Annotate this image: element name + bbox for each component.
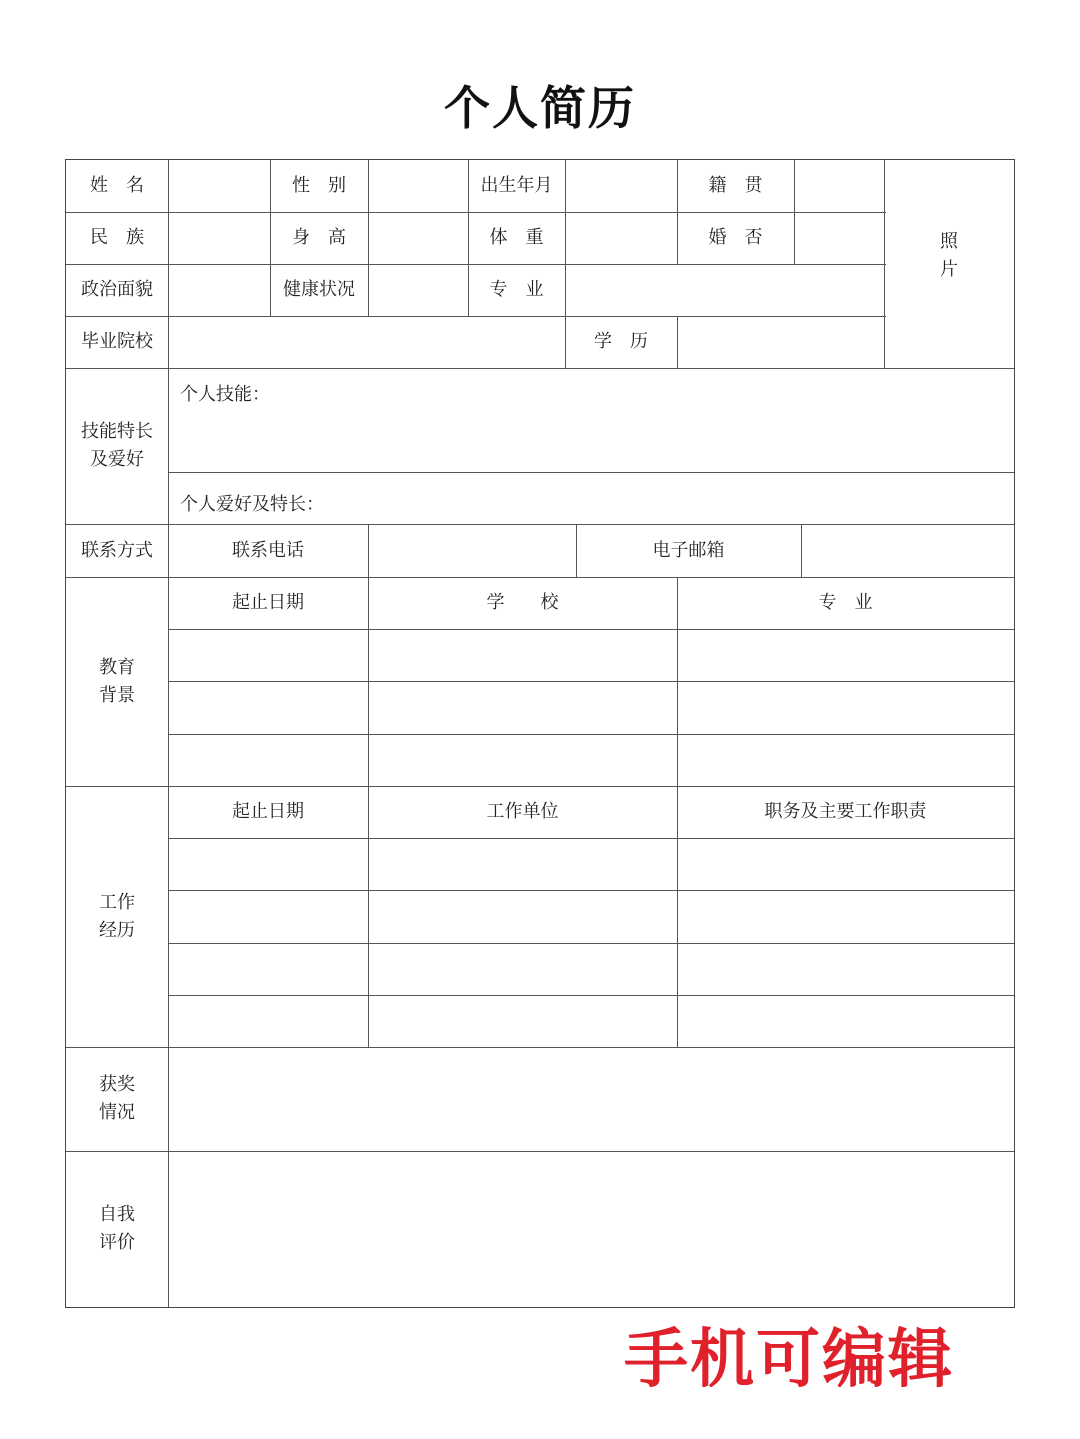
email-label: 电子邮箱 [652,539,725,561]
contact-section-label: 联系方式 [81,539,153,561]
major-label: 专 业 [489,279,544,300]
personal-skills-field[interactable] [168,368,1014,472]
gender-label: 性 别 [292,175,346,196]
photo-placeholder[interactable]: 照 片 [940,231,958,280]
phone-label: 联系电话 [232,539,304,561]
marital-field[interactable] [794,212,884,264]
native-place-field[interactable] [794,160,884,212]
school-label: 毕业院校 [81,331,153,352]
skills-section-label: 技能特长 及爱好 [81,421,153,470]
weight-field[interactable] [565,212,677,264]
self-evaluation-field[interactable] [168,1151,1014,1307]
education-header-date: 起止日期 [232,592,304,613]
education-header-major: 专 业 [818,592,873,613]
education-section-label: 教育 背景 [99,656,135,706]
self-evaluation-section-label: 自我 评价 [99,1204,135,1253]
name-label: 姓 名 [90,175,144,196]
ethnicity-field[interactable] [168,212,270,264]
hobbies-field[interactable] [168,472,1014,524]
degree-label: 学 历 [594,331,648,352]
work-section-label: 工作 经历 [99,891,135,941]
table-row[interactable] [168,734,1014,786]
phone-field[interactable] [368,524,576,577]
table-row[interactable] [168,838,1014,890]
work-header-employer: 工作单位 [486,801,559,822]
marital-label: 婚 否 [708,227,763,248]
political-status-label: 政治面貌 [81,279,153,300]
weight-label: 体 重 [489,227,544,248]
gender-field[interactable] [368,160,468,212]
table-row[interactable] [168,995,1014,1047]
ethnicity-label: 民 族 [90,227,144,248]
work-header-date: 起止日期 [232,801,304,822]
email-field[interactable] [801,524,1014,577]
political-status-field[interactable] [168,264,270,316]
health-field[interactable] [368,264,468,316]
school-field[interactable] [168,316,565,368]
degree-field[interactable] [677,316,884,368]
page-title: 个人简历 [444,81,636,135]
birth-label: 出生年月 [480,175,553,196]
awards-section-label: 获奖 情况 [99,1074,135,1123]
health-label: 健康状况 [283,279,355,300]
table-row[interactable] [168,890,1014,943]
name-field[interactable] [168,160,270,212]
table-row[interactable] [168,629,1014,681]
awards-field[interactable] [168,1047,1014,1151]
birth-field[interactable] [565,160,677,212]
native-place-label: 籍 贯 [708,175,763,196]
major-field[interactable] [565,264,884,316]
personal-skills-label: 个人技能： [180,384,270,405]
editable-watermark: 手机可编辑 [624,1323,954,1397]
hobbies-label: 个人爱好及特长： [180,494,324,515]
education-header-school: 学 校 [486,592,559,613]
table-row[interactable] [168,681,1014,734]
height-field[interactable] [368,212,468,264]
height-label: 身 高 [292,227,346,248]
work-header-duties: 职务及主要工作职责 [764,801,927,822]
table-row[interactable] [168,943,1014,995]
